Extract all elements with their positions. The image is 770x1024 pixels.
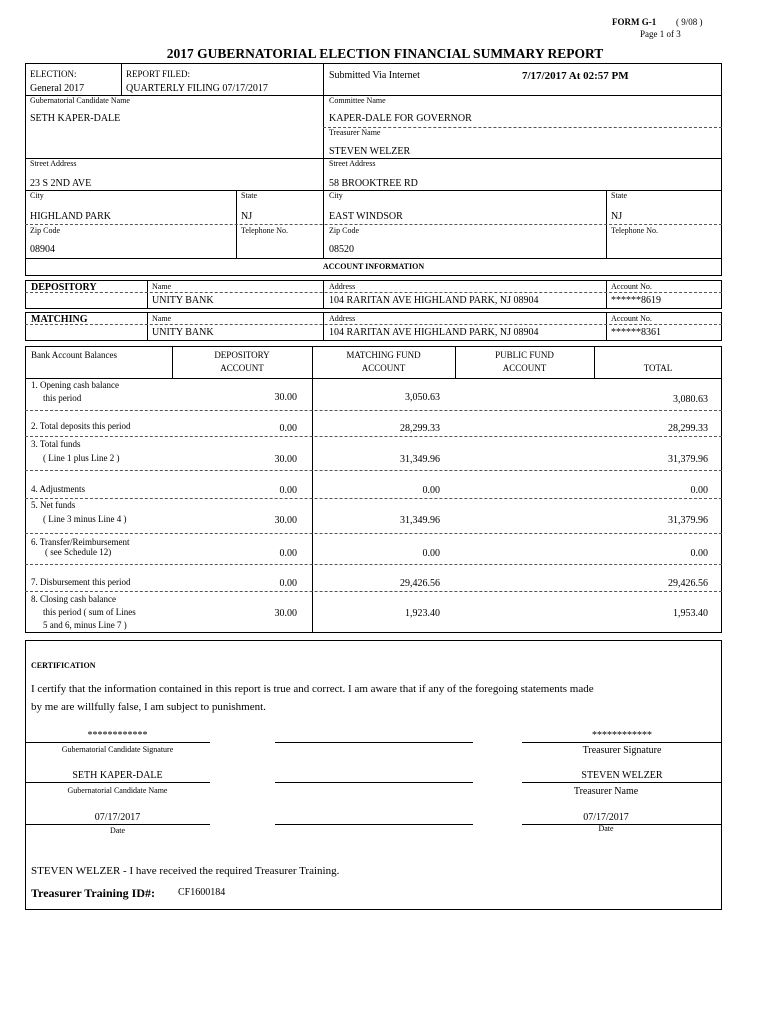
election-label: ELECTION: — [30, 69, 77, 79]
matching-account-label: Account No. — [611, 314, 652, 323]
row-divider — [323, 127, 722, 128]
depository-value: 0.00 — [279, 485, 297, 496]
depository-value: 0.00 — [279, 578, 297, 589]
column-divider — [121, 63, 122, 95]
candidate-state: NJ — [241, 211, 253, 222]
row-divider — [25, 410, 722, 411]
depository-value: 0.00 — [279, 548, 297, 559]
col-header-depository: DEPOSITORY — [214, 350, 270, 360]
page-number: Page 1 of 3 — [640, 29, 681, 39]
matching-address: 104 RARITAN AVE HIGHLAND PARK, NJ 08904 — [329, 327, 539, 338]
treasurer-training-statement: STEVEN WELZER - I have received the required Treasurer Training. — [31, 865, 340, 877]
total-value: 31,379.96 — [668, 515, 708, 526]
column-divider — [312, 346, 313, 633]
row-label: 5. Net funds — [31, 500, 76, 510]
column-divider — [147, 312, 148, 341]
candidate-phone-label: Telephone No. — [241, 226, 288, 235]
candidate-state-label: State — [241, 191, 257, 200]
committee-phone-label: Telephone No. — [611, 226, 658, 235]
cert-candidate-name: SETH KAPER-DALE — [72, 770, 163, 781]
matching-name-label: Name — [152, 314, 172, 323]
row-label: 6. Transfer/Reimbursement — [31, 537, 130, 547]
total-value: 29,426.56 — [668, 578, 708, 589]
column-divider — [147, 280, 148, 309]
depository-value: 30.00 — [274, 392, 297, 403]
column-divider — [323, 312, 324, 341]
row-divider — [25, 224, 722, 225]
depository-value: 30.00 — [274, 515, 297, 526]
row-divider — [25, 378, 722, 379]
submitted-via: Submitted Via Internet — [329, 70, 420, 81]
signature-line — [25, 782, 210, 783]
submitted-timestamp: 7/17/2017 At 02:57 PM — [522, 70, 629, 82]
depository-value: 30.00 — [274, 608, 297, 619]
certification-text-1: I certify that the information contained in this report is true and correct. I am aware that if any of the foregoing statements made — [31, 683, 594, 695]
matching-value: 31,349.96 — [400, 454, 440, 465]
form-version: ( 9/08 ) — [676, 17, 703, 27]
candidate-street: 23 S 2ND AVE — [30, 178, 92, 189]
candidate-signature-label: Gubernatorial Candidate Signature — [61, 745, 174, 754]
total-value: 3,080.63 — [673, 394, 708, 405]
total-value: 31,379.96 — [668, 454, 708, 465]
col-header-public-sub: ACCOUNT — [502, 363, 547, 373]
depository-label: DEPOSITORY — [31, 282, 97, 293]
depository-name-label: Name — [152, 282, 172, 291]
depository-value: 0.00 — [279, 423, 297, 434]
matching-label: MATCHING — [31, 314, 88, 325]
cert-candidate-name-label: Gubernatorial Candidate Name — [67, 786, 168, 795]
row-divider — [25, 324, 722, 325]
cert-treasurer-date: 07/17/2017 — [583, 812, 629, 823]
row-label: ( Line 3 minus Line 4 ) — [43, 514, 127, 524]
certification-text-2: by me are willfully false, I am subject to punishment. — [31, 701, 266, 713]
balances-row-header: Bank Account Balances — [31, 350, 117, 360]
cert-treasurer-name-label: Treasurer Name — [573, 786, 639, 797]
candidate-zip: 08904 — [30, 244, 55, 255]
treasurer-name: STEVEN WELZER — [329, 146, 411, 157]
matching-value: 0.00 — [422, 548, 440, 559]
row-label: ( see Schedule 12) — [45, 547, 112, 557]
election-value: General 2017 — [30, 83, 85, 94]
depository-account-number: ******8619 — [611, 295, 661, 306]
column-divider — [323, 63, 324, 258]
treasurer-training-id: CF1600184 — [178, 887, 226, 898]
cert-candidate-date-label: Date — [109, 826, 126, 835]
row-label: 8. Closing cash balance — [31, 594, 116, 604]
candidate-zip-label: Zip Code — [30, 226, 60, 235]
depository-account-label: Account No. — [611, 282, 652, 291]
total-value: 0.00 — [690, 548, 708, 559]
treasurer-training-id-label: Treasurer Training ID#: — [31, 886, 156, 900]
committee-zip: 08520 — [329, 244, 354, 255]
candidate-name-label: Gubernatorial Candidate Name — [30, 96, 130, 105]
column-divider — [606, 280, 607, 309]
row-divider — [25, 591, 722, 592]
signature-line — [275, 782, 473, 783]
matching-value: 31,349.96 — [400, 515, 440, 526]
row-label: ( Line 1 plus Line 2 ) — [43, 453, 120, 463]
report-filed-value: QUARTERLY FILING 07/17/2017 — [126, 83, 268, 94]
committee-street: 58 BROOKTREE RD — [329, 178, 418, 189]
matching-value: 3,050.63 — [405, 392, 440, 403]
signature-line — [275, 742, 473, 743]
account-info-heading: ACCOUNT INFORMATION — [322, 262, 425, 271]
row-label: this period ( sum of Lines — [43, 607, 136, 617]
treasurer-name-label: Treasurer Name — [329, 128, 381, 137]
signature-line — [522, 742, 722, 743]
total-value: 28,299.33 — [668, 423, 708, 434]
row-label: 3. Total funds — [31, 439, 81, 449]
row-label: 7. Disbursement this period — [31, 577, 131, 587]
row-label: 1. Opening cash balance — [31, 380, 119, 390]
row-label: 5 and 6, minus Line 7 ) — [43, 620, 127, 630]
row-divider — [25, 436, 722, 437]
column-divider — [323, 280, 324, 309]
committee-zip-label: Zip Code — [329, 226, 359, 235]
matching-value: 1,923.40 — [405, 608, 440, 619]
candidate-city: HIGHLAND PARK — [30, 211, 112, 222]
signature-line — [25, 742, 210, 743]
treasurer-signature: ************ — [592, 730, 652, 741]
matching-value: 28,299.33 — [400, 423, 440, 434]
matching-value: 0.00 — [422, 485, 440, 496]
candidate-signature: ************ — [87, 730, 148, 741]
row-divider — [25, 564, 722, 565]
matching-account-number: ******8361 — [611, 327, 661, 338]
row-divider — [25, 533, 722, 534]
committee-name-label: Committee Name — [329, 96, 386, 105]
row-divider — [25, 292, 722, 293]
committee-city-label: City — [329, 191, 343, 200]
certification-heading: CERTIFICATION — [31, 661, 96, 670]
col-header-total: TOTAL — [643, 363, 673, 373]
committee-city: EAST WINDSOR — [329, 211, 403, 222]
cert-candidate-date: 07/17/2017 — [94, 812, 141, 823]
candidate-street-label: Street Address — [30, 159, 77, 168]
committee-state-label: State — [611, 191, 627, 200]
column-divider — [606, 312, 607, 341]
candidate-city-label: City — [30, 191, 44, 200]
signature-line — [275, 824, 473, 825]
depository-address-label: Address — [329, 282, 356, 291]
candidate-name: SETH KAPER-DALE — [30, 113, 121, 124]
row-divider — [25, 258, 722, 259]
row-divider — [25, 470, 722, 471]
col-header-depository-sub: ACCOUNT — [220, 363, 264, 373]
col-header-public: PUBLIC FUND — [495, 350, 554, 360]
cert-treasurer-date-label: Date — [598, 824, 614, 833]
treasurer-signature-label: Treasurer Signature — [582, 745, 662, 756]
committee-state: NJ — [611, 211, 623, 222]
depository-address: 104 RARITAN AVE HIGHLAND PARK, NJ 08904 — [329, 295, 539, 306]
row-label: this period — [43, 393, 82, 403]
row-label: 4. Adjustments — [31, 484, 86, 494]
matching-address-label: Address — [329, 314, 356, 323]
committee-street-label: Street Address — [329, 159, 376, 168]
report-title: 2017 GUBERNATORIAL ELECTION FINANCIAL SUMMARY REPORT — [166, 46, 604, 61]
matching-name: UNITY BANK — [152, 327, 214, 338]
form-id: FORM G-1 — [612, 17, 657, 27]
row-divider — [25, 498, 722, 499]
total-value: 1,953.40 — [673, 608, 708, 619]
matching-value: 29,426.56 — [400, 578, 440, 589]
depository-name: UNITY BANK — [152, 295, 214, 306]
col-header-matching-sub: ACCOUNT — [361, 363, 406, 373]
column-divider — [594, 346, 595, 378]
row-label: 2. Total deposits this period — [31, 421, 131, 431]
depository-value: 30.00 — [274, 454, 297, 465]
signature-line — [25, 824, 210, 825]
report-filed-label: REPORT FILED: — [126, 69, 191, 79]
committee-name: KAPER-DALE FOR GOVERNOR — [329, 113, 472, 124]
cert-treasurer-name: STEVEN WELZER — [581, 770, 663, 781]
signature-line — [522, 782, 722, 783]
col-header-matching: MATCHING FUND — [346, 350, 421, 360]
total-value: 0.00 — [690, 485, 708, 496]
